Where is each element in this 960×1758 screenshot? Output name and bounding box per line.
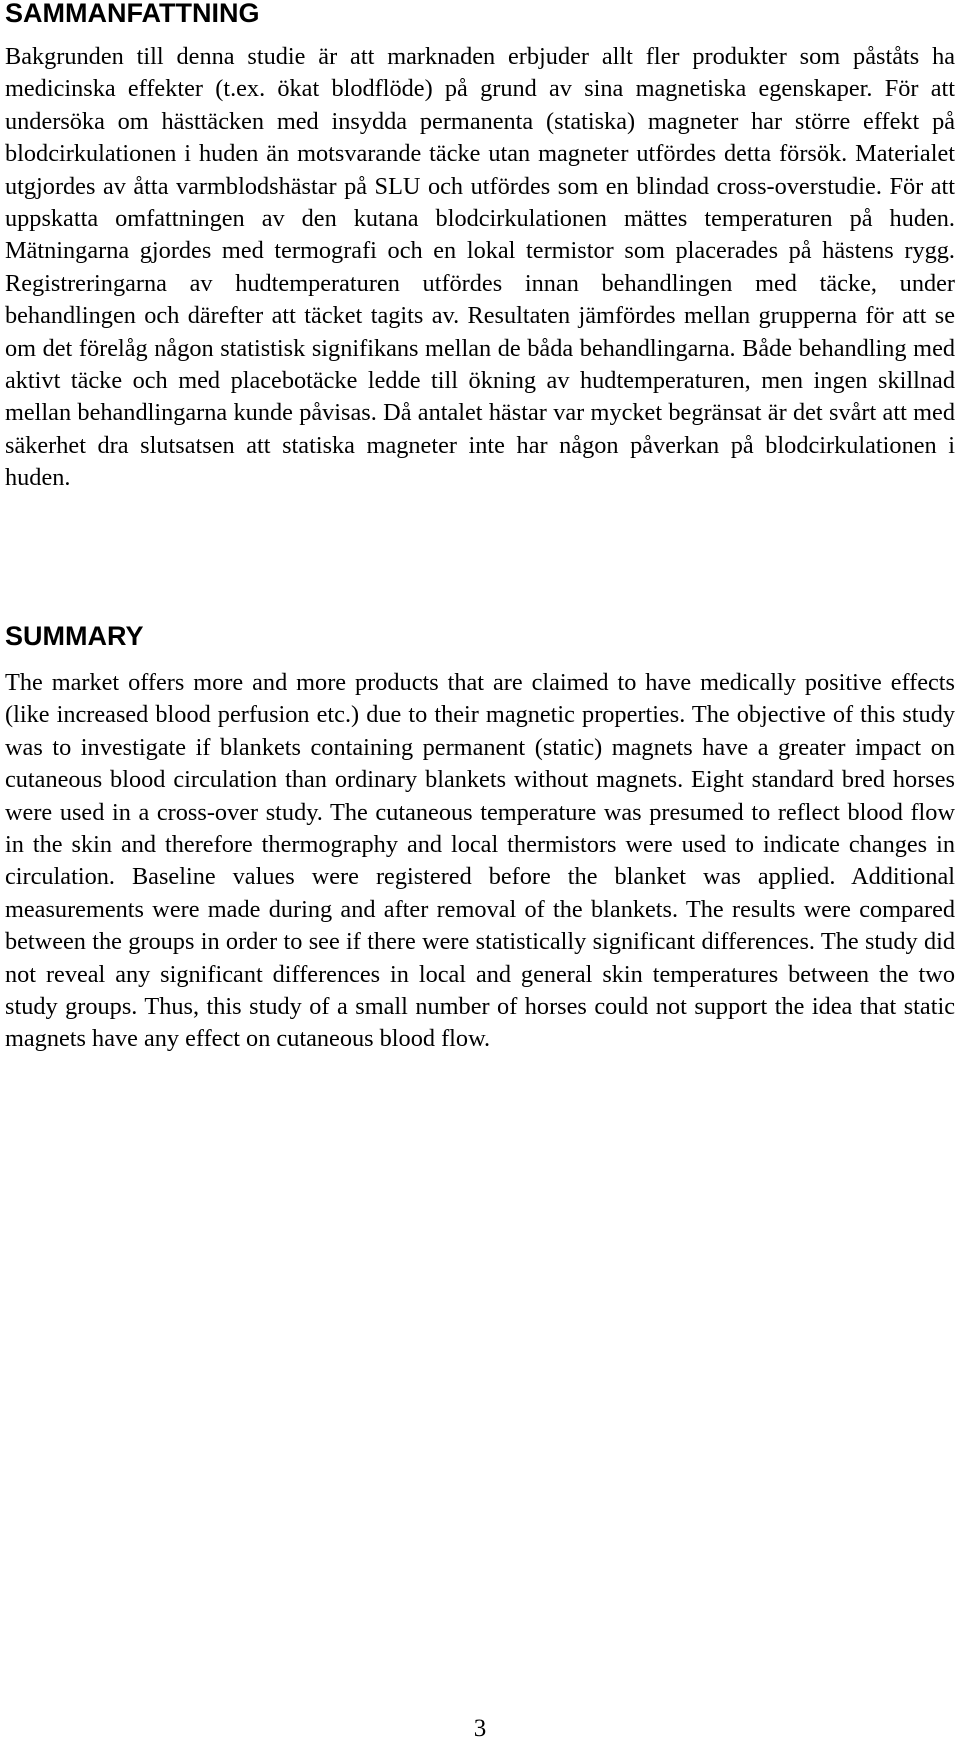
- swedish-summary-paragraph: Bakgrunden till denna studie är att marknaden erbjuder allt fler produkter som påståts ha medicinska effekter (t.ex. ökat blodflöde) på grund av sina magnetiska egenskaper. För att undersöka om hästtäcken med insydda permanenta (statiska) magneter har större effekt på blodcirkulationen i huden än motsvarande täcke utan magneter utfördes detta försök. Materialet utgjordes av åtta varmblodshästar på SLU och utfördes som en blindad cross-overstudie. För att uppskatta omfattningen av den kutana blodcirkulationen mättes temperaturen på huden. Mätningarna gjordes med termografi och en lokal termistor som placerades på hästens rygg. Registreringarna av hudtemperaturen utfördes innan behandlingen med täcke, under behandlingen och därefter att täcket tagits av. Resultaten jämfördes mellan grupperna för att se om det förelåg någon statistisk signifikans mellan de båda behandlingarna. Både behandling med aktivt täcke och med placebotäcke ledde till ökning av hudtemperaturen, men ingen skillnad mellan behandlingarna kunde påvisas. Då antalet hästar var mycket begränsat är det svårt att med säkerhet dra slutsatsen att statiska magneter inte har någon påverkan på blodcirkulationen i huden.: [5, 43, 955, 492]
- page-number: 3: [473, 1715, 487, 1742]
- english-summary-heading: SUMMARY: [5, 621, 144, 651]
- english-summary-paragraph: The market offers more and more products that are claimed to have medically positive effects (like increased blood perfusion etc.) due to their magnetic properties. The objective of this study was to investigate if blankets containing permanent (static) magnets have a greater impact on cutaneous blood circulation than ordinary blankets without magnets. Eight standard bred horses were used in a cross-over study. The cutaneous temperature was presumed to reflect blood flow in the skin and therefore thermography and local thermistors were used to indicate changes in circulation. Baseline values were registered before the blanket was applied. Additional measurements were made during and after removal of the blankets. The results were compared between the groups in order to see if there were statistically significant differences. The study did not reveal any significant differences in local and general skin temperatures between the two study groups. Thus, this study of a small number of horses could not support the idea that static magnets have any effect on cutaneous blood flow.: [5, 669, 955, 1053]
- swedish-summary-heading: SAMMANFATTNING: [5, 0, 260, 28]
